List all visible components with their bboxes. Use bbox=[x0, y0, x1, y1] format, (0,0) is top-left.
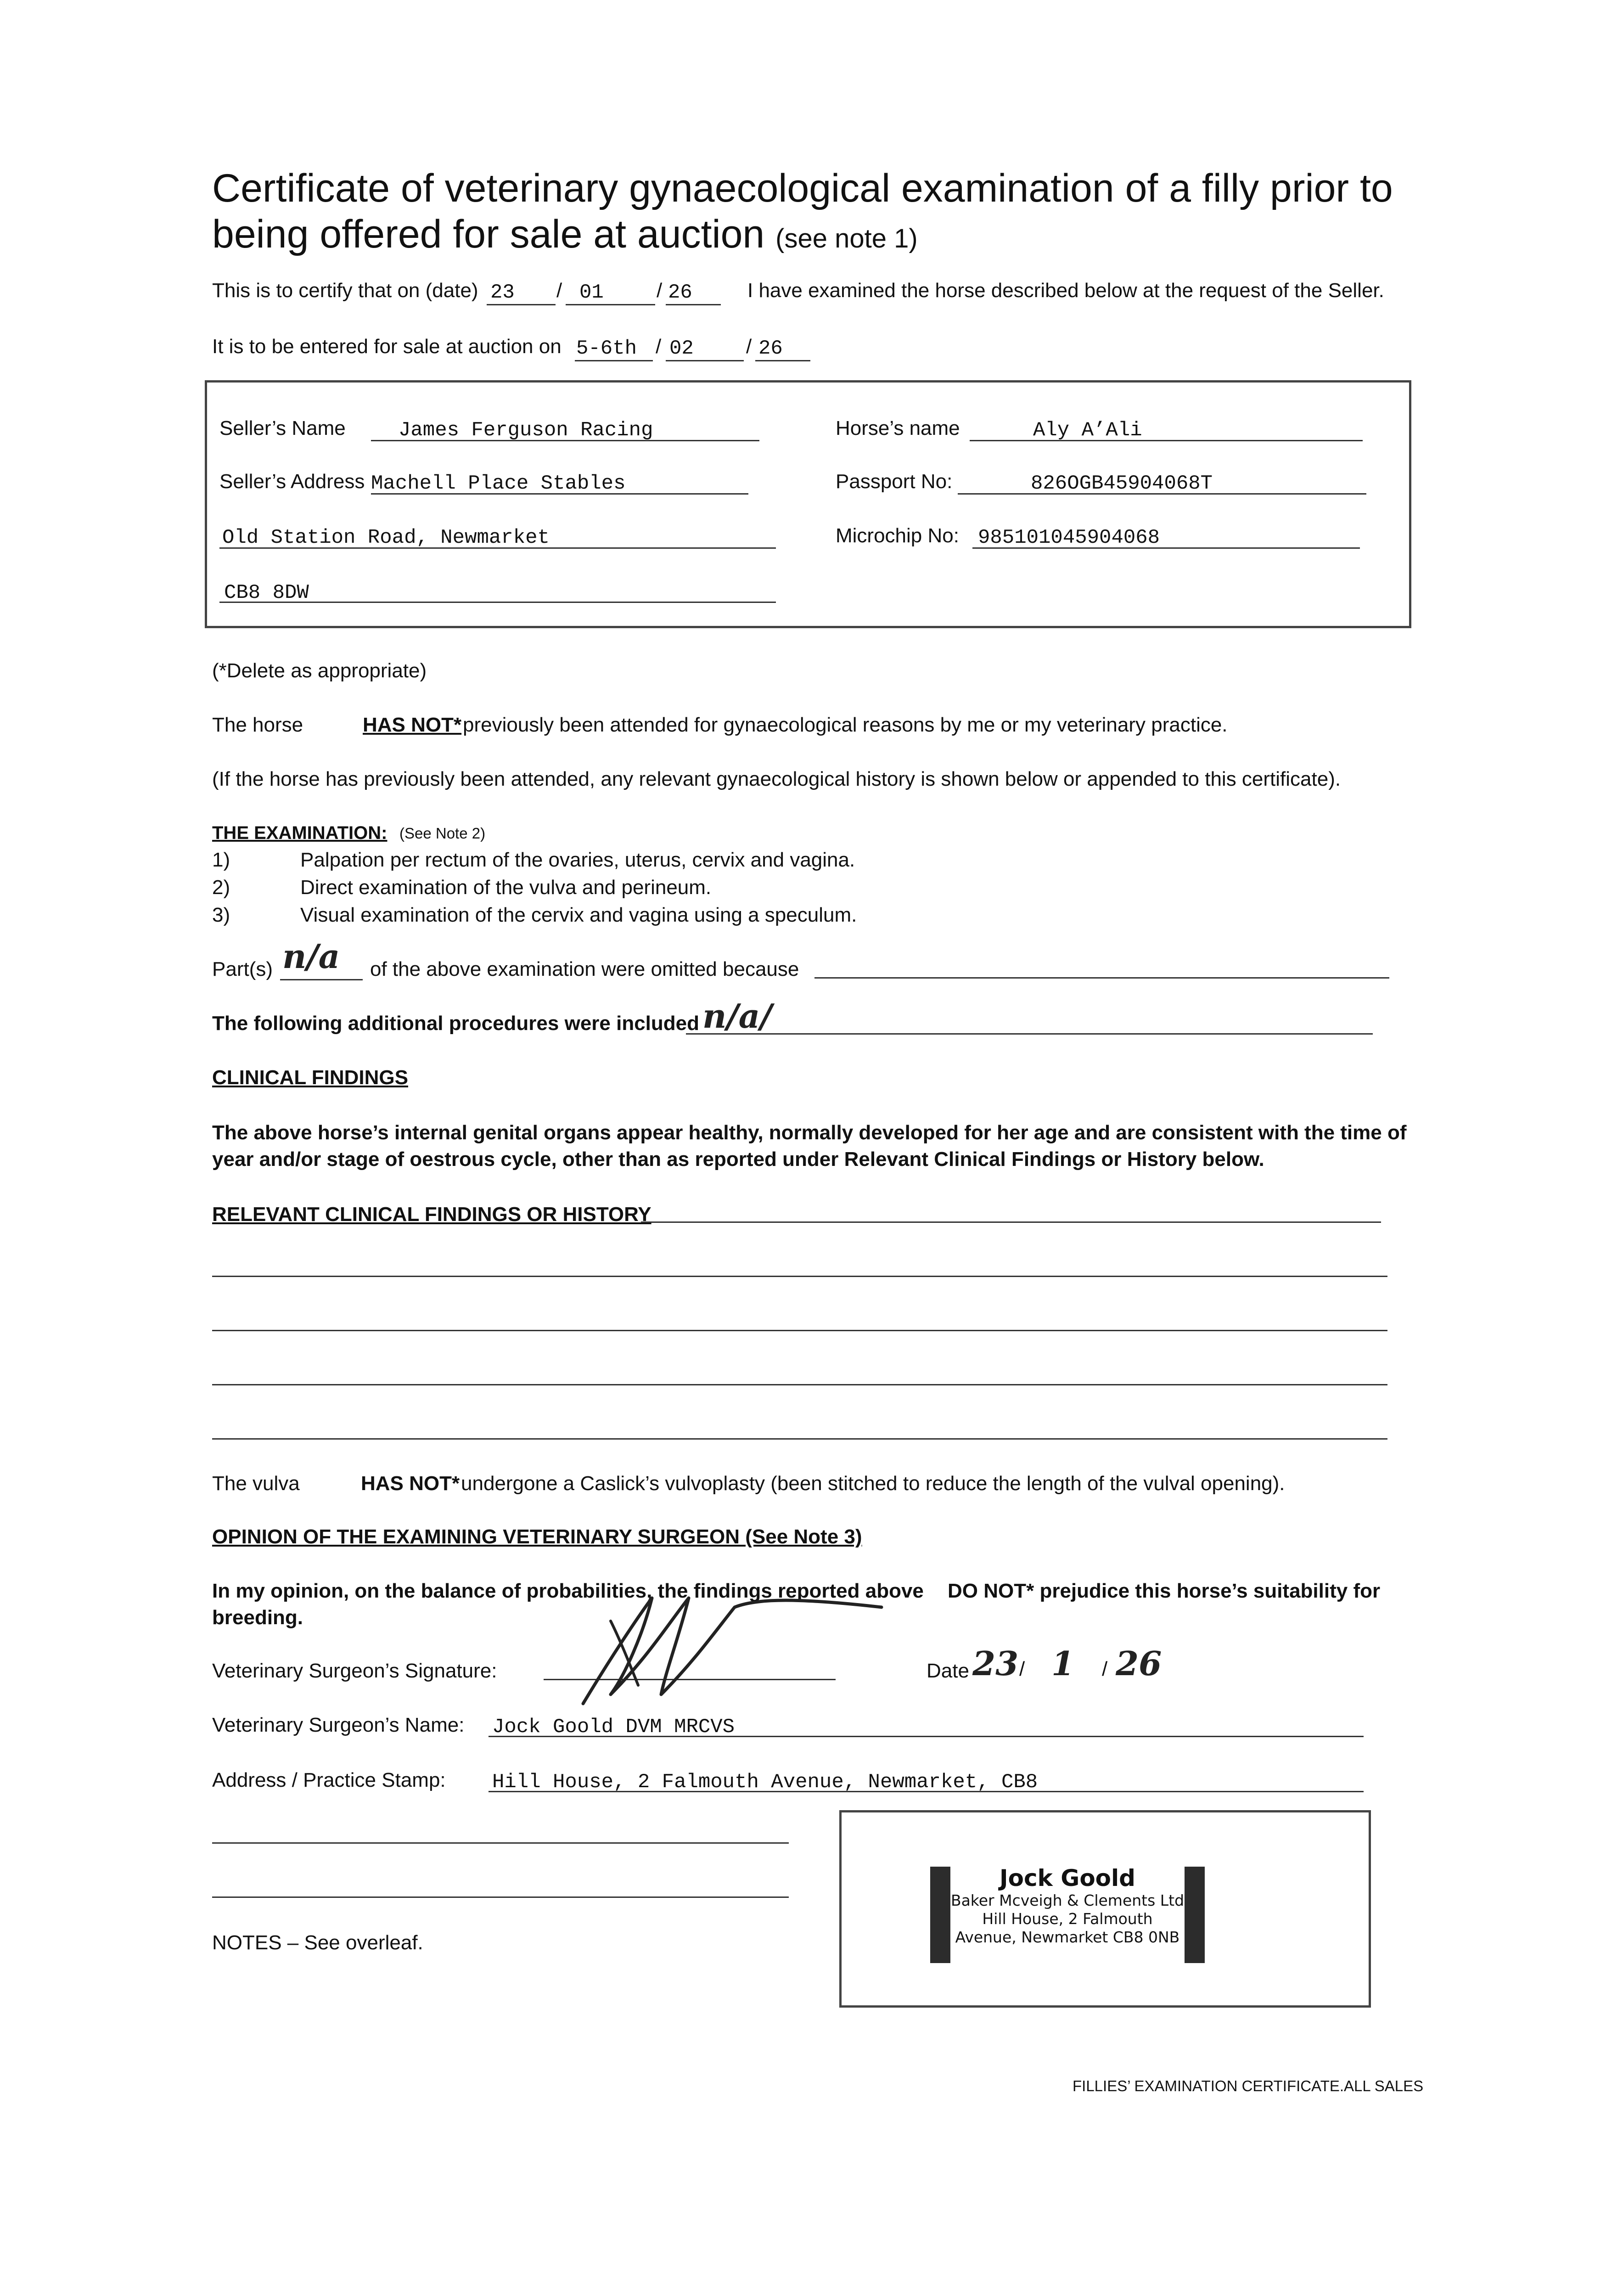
microchip-number: 985101045904068 bbox=[978, 526, 1160, 549]
seller-address-label: Seller’s Address bbox=[219, 470, 365, 493]
stamp-line: Baker Mcveigh & Clements Ltd bbox=[950, 1891, 1185, 1909]
passport-number: 826OGB45904068T bbox=[1031, 472, 1213, 495]
certify-suffix: I have examined the horse described below at the request of the Seller. bbox=[747, 279, 1384, 302]
clinical-statement: The above horse’s internal genital organs appear healthy, normally developed for her age and are consistent with the time of year and/or stage of oestrous cycle, other than as reported under Relevant Clinical Findings or History below. bbox=[212, 1121, 1407, 1171]
date-label: Date bbox=[927, 1660, 969, 1682]
certify-year: 26 bbox=[668, 281, 692, 304]
additional-label: The following additional procedures were included bbox=[212, 1012, 700, 1035]
findings-line bbox=[212, 1438, 1387, 1440]
details-box bbox=[205, 380, 1411, 628]
exam-item-number: 1) bbox=[212, 849, 230, 871]
document-title bbox=[212, 165, 1452, 262]
omitted-suffix: of the above examination were omitted because bbox=[370, 958, 799, 980]
vulva-status: HAS NOT* bbox=[361, 1472, 460, 1495]
vet-address: Hill House, 2 Falmouth Avenue, Newmarket, CB8 bbox=[492, 1771, 1038, 1794]
notes: NOTES – See overleaf. bbox=[212, 1931, 423, 1954]
passport-label: Passport No: bbox=[836, 470, 953, 493]
findings-line bbox=[212, 1276, 1387, 1277]
date-slash: / bbox=[1102, 1658, 1108, 1680]
seller-name-label: Seller’s Name bbox=[219, 417, 346, 439]
omitted-value: n/a bbox=[282, 937, 340, 976]
exam-item-number: 3) bbox=[212, 904, 230, 926]
title-text: Certificate of veterinary gynaecological examination of a filly prior to being offered for sale at auction bbox=[212, 166, 1393, 256]
stamp-name: Jock Goold bbox=[1000, 1865, 1135, 1891]
date-slash: / bbox=[656, 335, 662, 358]
seller-address-line2: Old Station Road, Newmarket bbox=[222, 526, 550, 549]
clinical-heading: CLINICAL FINDINGS bbox=[212, 1066, 408, 1089]
stamp-line: Hill House, 2 Falmouth bbox=[982, 1910, 1153, 1928]
certify-day: 23 bbox=[490, 281, 515, 304]
signature-date-month: 1 bbox=[1051, 1644, 1075, 1683]
signature-label: Veterinary Surgeon’s Signature: bbox=[212, 1660, 497, 1682]
horse-name: Aly A’Ali bbox=[1033, 419, 1142, 442]
footer: FILLIES’ EXAMINATION CERTIFICATE.ALL SALES bbox=[1073, 2077, 1424, 2094]
date-slash: / bbox=[746, 335, 752, 358]
attended-text: previously been attended for gynaecological reasons by me or my veterinary practice. bbox=[463, 714, 1228, 736]
opinion-heading: OPINION OF THE EXAMINING VETERINARY SURGEON (See Note 3) bbox=[212, 1525, 862, 1548]
title-note: (see note 1) bbox=[775, 224, 918, 253]
date-slash: / bbox=[657, 279, 663, 302]
certify-month: 01 bbox=[579, 281, 604, 304]
examination-note: (See Note 2) bbox=[399, 825, 486, 842]
certify-prefix: This is to certify that on (date) bbox=[212, 279, 478, 302]
attended-status: HAS NOT* bbox=[363, 714, 462, 736]
omitted-prefix: Part(s) bbox=[212, 958, 273, 980]
exam-item-text: Palpation per rectum of the ovaries, uterus, cervix and vagina. bbox=[300, 849, 855, 871]
exam-item-text: Visual examination of the cervix and vagina using a speculum. bbox=[300, 904, 857, 926]
findings-line bbox=[641, 1221, 1381, 1223]
examination-heading: THE EXAMINATION: bbox=[212, 823, 387, 843]
auction-day: 5-6th bbox=[576, 337, 637, 360]
auction-prefix: It is to be entered for sale at auction on bbox=[212, 335, 562, 358]
vet-name-label: Veterinary Surgeon’s Name: bbox=[212, 1714, 465, 1736]
signature-mark bbox=[542, 1580, 891, 1717]
seller-name: James Ferguson Racing bbox=[399, 419, 653, 442]
date-slash: / bbox=[556, 279, 562, 302]
relevant-heading: RELEVANT CLINICAL FINDINGS OR HISTORY bbox=[212, 1203, 651, 1226]
delete-note: (*Delete as appropriate) bbox=[212, 659, 427, 682]
opinion-text: In my opinion, on the balance of probabilities, the findings reported above bbox=[212, 1580, 924, 1602]
additional-value: n/a/ bbox=[702, 996, 772, 1035]
signature-date-year: 26 bbox=[1116, 1644, 1162, 1683]
exam-item-number: 2) bbox=[212, 876, 230, 899]
signature-date-day: 23 bbox=[972, 1644, 1019, 1683]
vet-name: Jock Goold DVM MRCVS bbox=[492, 1716, 735, 1739]
vulva-text: undergone a Caslick’s vulvoplasty (been stitched to reduce the length of the vulval opening). bbox=[461, 1472, 1285, 1495]
seller-address-line1: Machell Place Stables bbox=[371, 472, 626, 495]
microchip-label: Microchip No: bbox=[836, 524, 959, 547]
attended-label: The horse bbox=[212, 714, 303, 736]
auction-month: 02 bbox=[669, 337, 694, 360]
seller-address-line3: CB8 8DW bbox=[224, 581, 309, 604]
opinion-text-end: breeding. bbox=[212, 1606, 303, 1629]
findings-line bbox=[212, 1330, 1387, 1331]
practice-stamp bbox=[927, 1862, 1207, 1963]
address-label: Address / Practice Stamp: bbox=[212, 1769, 446, 1791]
date-slash: / bbox=[1019, 1658, 1025, 1680]
attended-note: (If the horse has previously been attended, any relevant gynaecological history is shown below or appended to this certificate). bbox=[212, 768, 1341, 790]
exam-item-text: Direct examination of the vulva and perineum. bbox=[300, 876, 712, 899]
opinion-text-right: DO NOT* prejudice this horse’s suitability for bbox=[948, 1580, 1381, 1602]
auction-year: 26 bbox=[758, 337, 783, 360]
vulva-label: The vulva bbox=[212, 1472, 300, 1495]
findings-line bbox=[212, 1384, 1387, 1385]
horse-name-label: Horse’s name bbox=[836, 417, 960, 439]
stamp-line: Avenue, Newmarket CB8 0NB bbox=[955, 1928, 1180, 1946]
